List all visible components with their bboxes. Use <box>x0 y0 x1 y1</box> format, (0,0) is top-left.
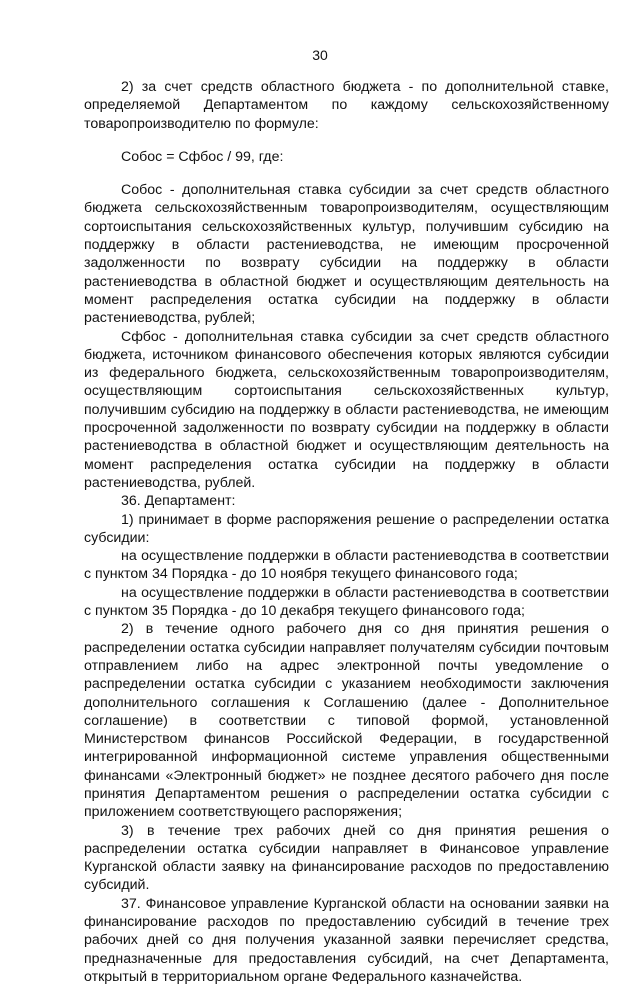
section-36-item-1: 1) принимает в форме распоряжения решение о распределении остатка субсидии: <box>84 511 609 546</box>
formula: Собос = Сфбос / 99, где: <box>121 148 284 165</box>
section-36-item-3: 3) в течение трех рабочих дней со дня принятия решения о распределении остатка субсидии направляет в Финансовое управление Курганской области заявку на финансирование расходов по предоставлению субсидий. <box>84 822 609 894</box>
paragraph-item-2: 2) за счет средств областного бюджета - по дополнительной ставке, определяемой Департаментом по каждому сельскохозяйственному товаропроизводителю по формуле: <box>84 79 609 132</box>
section-37: 37. Финансовое управление Курганской области на основании заявки на финансирование расходов по предоставлению субсидий в течение трех рабочих дней со дня получения указанной заявки перечисляет средства, предназначенные для предоставления субсидий, на счет Департамента, открытый в территориальном органе Федерального казначейства. <box>84 895 609 985</box>
document-body <box>84 78 609 986</box>
definition-sfbos: Сфбос - дополнительная ставка субсидии за счет средств областного бюджета, источником финансового обеспечения которых являются субсидии из федерального бюджета, сельскохозяйственным товаропроизводителям, осуществляющим сортоиспытания сельскохозяйственных культур, получившим субсидию на поддержку в области растениеводства, не имеющим просроченной задолженности по возврату субсидии на поддержку в области растениеводства в областной бюджет и осуществляющим деятельность на момент распределения остатка субсидии на поддержку в области растениеводства, рублей. <box>84 328 609 491</box>
section-36-item-1-deadline-34: на осуществление поддержки в области растениеводства в соответствии с пунктом 34 Порядка - до 10 ноября текущего финансового года; <box>84 548 609 583</box>
page-number: 30 <box>312 47 328 63</box>
section-36-heading: 36. Департамент: <box>121 493 236 510</box>
section-36-item-1-deadline-35: на осуществление поддержки в области растениеводства в соответствии с пунктом 35 Порядка - до 10 декабря текущего финансового года; <box>84 584 609 620</box>
section-36-item-2: 2) в течение одного рабочего дня со дня принятия решения о распределении остатка субсидии направляет получателям субсидии почтовым отправлением либо на адрес электронной почты уведомление о распределении остатка субсидии с указанием необходимости заключения дополнительного соглашения к Соглашению (далее - Дополнительное соглашение) в соответствии с типовой формой, установленной Министерством финансов Российской Федерации, в государственной интегрированной информационной системе управления общественными финансами «Электронный бюджет» не позднее десятого рабочего дня после принятия Департаментом решения о распределении остатка субсидии с приложением соответствующего распоряжения; <box>84 621 609 821</box>
definition-sobos: Собос - дополнительная ставка субсидии за счет средств областного бюджета сельскохозяйственным товаропроизводителям, осуществляющим сортоиспытания сельскохозяйственных культур, получившим субсидию на поддержку в области растениеводства, не имеющим просроченной задолженности по возврату субсидии на поддержку в области растениеводства в областной бюджет и осуществляющим деятельность на момент распределения остатка субсидии на поддержку в области растениеводства, рублей; <box>84 182 609 327</box>
